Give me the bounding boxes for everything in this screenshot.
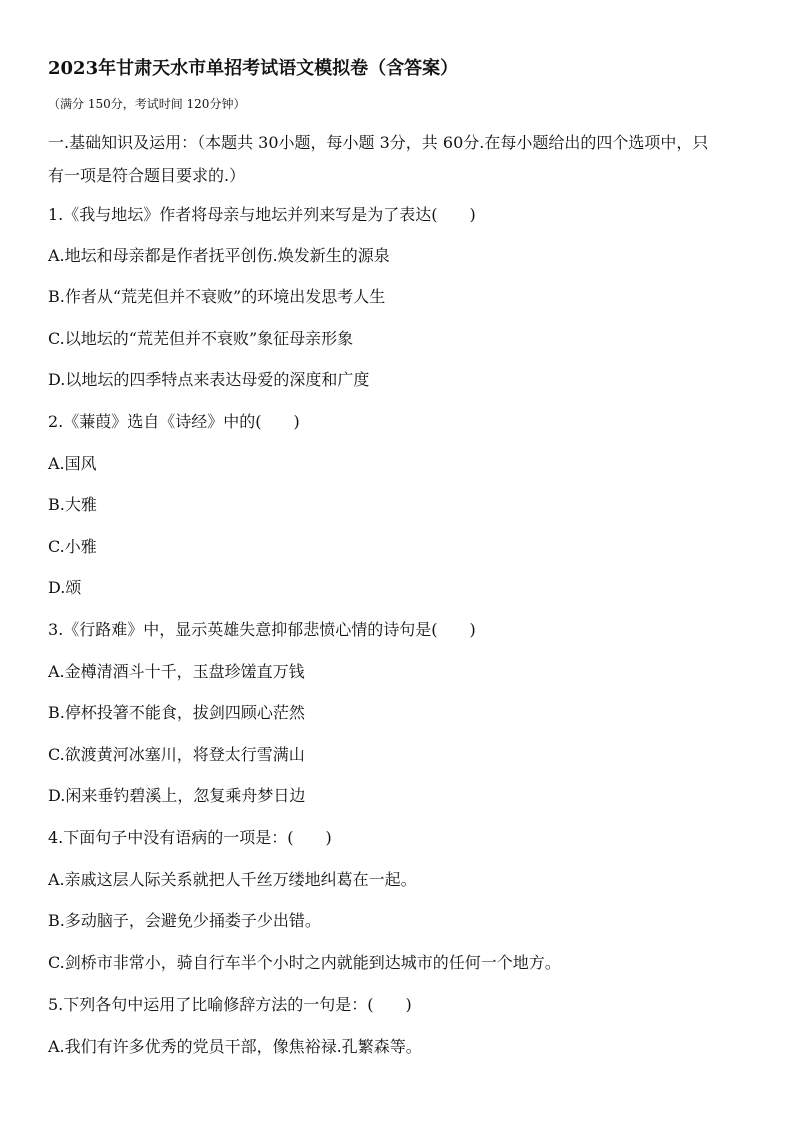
question-4-option-b: B.多动脑子，会避免少捅娄子少出错。: [48, 911, 321, 930]
question-1-option-b: B.作者从“荒芜但并不衰败”的环境出发思考人生: [48, 287, 386, 306]
question-3-stem: 3.《行路难》中，显示英雄失意抑郁悲愤心情的诗句是( ): [48, 620, 476, 639]
question-4-stem: 4.下面句子中没有语病的一项是：( ): [48, 828, 332, 847]
question-2-option-b: B.大雅: [48, 495, 97, 514]
question-1-stem: 1.《我与地坛》作者将母亲与地坛并列来写是为了表达( ): [48, 205, 476, 224]
document-title: 2023年甘肃天水市单招考试语文模拟卷（含答案）: [48, 58, 459, 79]
question-2-option-a: A.国风: [48, 454, 97, 473]
question-1-option-d: D.以地坛的四季特点来表达母爱的深度和广度: [48, 370, 370, 389]
score-time-note: （满分 150分，考试时间 120分钟）: [48, 97, 246, 111]
question-2-option-c: C.小雅: [48, 537, 97, 556]
section-heading-line-1: 一.基础知识及运用：（本题共 30小题，每小题 3分，共 60分.在每小题给出的四个选项中，只: [48, 133, 709, 152]
question-3-option-c: C.欲渡黄河冰塞川，将登太行雪满山: [48, 745, 305, 764]
question-5-option-a: A.我们有许多优秀的党员干部，像焦裕禄.孔繁森等。: [48, 1037, 422, 1056]
question-1-option-c: C.以地坛的“荒芜但并不衰败”象征母亲形象: [48, 329, 354, 348]
question-2-stem: 2.《蒹葭》选自《诗经》中的( ): [48, 412, 300, 431]
question-4-option-c: C.剑桥市非常小，骑自行车半个小时之内就能到达城市的任何一个地方。: [48, 953, 561, 972]
question-4-option-a: A.亲戚这层人际关系就把人千丝万缕地纠葛在一起。: [48, 870, 417, 889]
question-1-option-a: A.地坛和母亲都是作者抚平创伤.焕发新生的源泉: [48, 246, 390, 265]
question-3-option-b: B.停杯投箸不能食，拔剑四顾心茫然: [48, 703, 305, 722]
question-3-option-d: D.闲来垂钓碧溪上，忽复乘舟梦日边: [48, 786, 306, 805]
question-3-option-a: A.金樽清酒斗十千，玉盘珍馐直万钱: [48, 662, 305, 681]
question-2-option-d: D.颂: [48, 578, 82, 597]
section-heading-line-2: 有一项是符合题目要求的.）: [48, 166, 246, 185]
question-5-stem: 5.下列各句中运用了比喻修辞方法的一句是：( ): [48, 995, 412, 1014]
